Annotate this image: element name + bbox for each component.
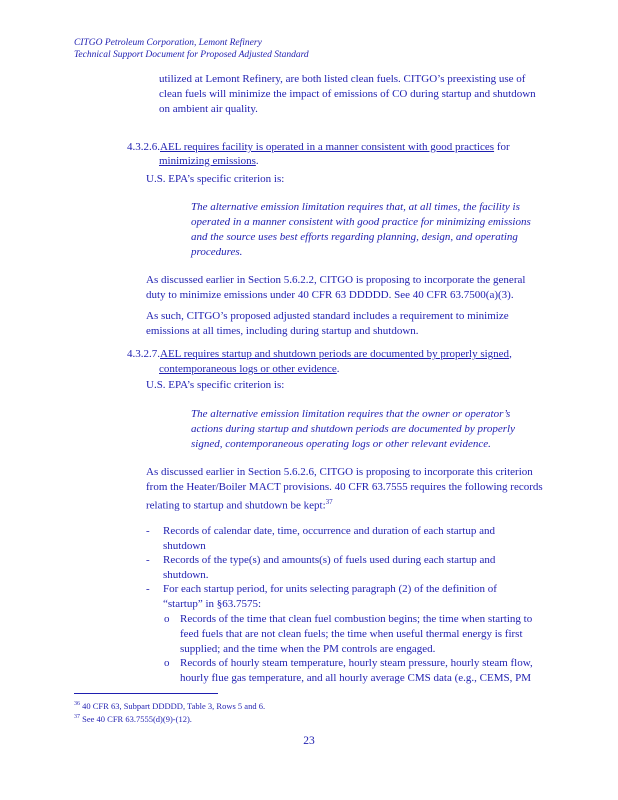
text-line: As such, CITGO’s proposed adjusted standard includes a requirement to minimize — [146, 310, 509, 322]
criterion-quote — [191, 407, 515, 452]
text-line: Records of calendar date, time, occurrence and duration of each startup and — [163, 525, 495, 537]
criterion-quote — [191, 200, 531, 260]
sub-list-marker: o — [164, 613, 170, 625]
text-line: shutdown — [163, 540, 206, 552]
text-line: “startup” in §63.7575: — [163, 598, 262, 610]
text-line: feed fuels that are not clean fuels; the time when useful thermal energy is first — [180, 628, 523, 640]
list-marker: - — [146, 525, 150, 537]
body-paragraph — [146, 465, 543, 514]
text-line: The alternative emission limitation requires that the owner or operator’s — [191, 408, 511, 420]
text-line: operated in a manner consistent with good practice for minimizing emissions — [191, 216, 531, 228]
body-paragraph — [146, 273, 525, 303]
criterion-lead: U.S. EPA’s specific criterion is: — [146, 173, 285, 185]
section-4-3-2-6-heading-cont — [159, 154, 259, 169]
text-line: As discussed earlier in Section 5.6.2.6, CITGO is proposing to incorporate this criterion — [146, 466, 533, 478]
text-line: emissions at all times, including during startup and shutdown. — [146, 325, 419, 337]
section-title-tail: . — [336, 363, 340, 375]
footnote-number: 36 — [74, 701, 80, 708]
text-line: shutdown. — [163, 569, 209, 581]
list-marker: - — [146, 554, 150, 566]
section-title-underlined: AEL requires startup and shutdown periods are documented by properly signed — [160, 348, 510, 360]
text-line: on ambient air quality. — [159, 103, 258, 115]
list-item — [146, 553, 495, 583]
text-line: Records of the time that clean fuel combustion begins; the time when starting to — [180, 613, 533, 625]
sub-list-marker: o — [164, 657, 170, 669]
section-4-3-2-7-heading — [127, 347, 512, 362]
section-number: 4.3.2.7. — [127, 348, 160, 360]
section-title-tail: . — [255, 155, 259, 167]
text-line: signed, contemporaneous operating logs or other relevant evidence. — [191, 438, 491, 450]
footnote-text: 40 CFR 63, Subpart DDDDD, Table 3, Rows 5 and 6. — [82, 701, 266, 711]
section-title-underlined: contemporaneous logs or other evidence — [159, 363, 337, 375]
section-title-tail: for — [494, 141, 510, 153]
list-item — [146, 524, 495, 554]
footnote-number: 37 — [74, 714, 80, 721]
text-line: clean fuels will minimize the impact of emissions of CO during startup and shutdown — [159, 88, 536, 100]
document-header-title: Technical Support Document for Proposed Adjusted Standard — [74, 50, 309, 60]
text-line: supplied; and the time when the PM controls are engaged. — [180, 643, 436, 655]
section-4-3-2-6-heading — [127, 140, 510, 155]
sub-list-item — [164, 656, 533, 686]
footnote-separator — [74, 693, 218, 694]
text-line: from the Heater/Boiler MACT provisions. 40 CFR 63.7555 requires the following records — [146, 481, 543, 493]
text-line: utilized at Lemont Refinery, are both listed clean fuels. CITGO’s preexisting use of — [159, 73, 526, 85]
text-line: As discussed earlier in Section 5.6.2.2, CITGO is proposing to incorporate the general — [146, 274, 526, 286]
body-paragraph — [146, 309, 509, 339]
section-title-tail: , — [509, 348, 512, 360]
text-line: hourly flue gas temperature, and all hourly average CMS data (e.g., CEMS, PM — [180, 672, 532, 684]
list-item — [146, 582, 497, 612]
sub-list-item — [164, 612, 532, 657]
section-4-3-2-7-heading-cont — [159, 362, 340, 377]
text-line: Records of the type(s) and amounts(s) of fuels used during each startup and — [163, 554, 496, 566]
list-marker: - — [146, 583, 150, 595]
document-header-company: CITGO Petroleum Corporation, Lemont Refinery — [74, 38, 262, 48]
text-line: For each startup period, for units selecting paragraph (2) of the definition of — [163, 583, 497, 595]
text-line: Records of hourly steam temperature, hourly steam pressure, hourly steam flow, — [180, 657, 533, 669]
footnote — [74, 701, 265, 711]
text-span: relating to startup and shutdown be kept: — [146, 499, 326, 512]
section-number: 4.3.2.6. — [127, 141, 160, 153]
footnote-text: See 40 CFR 63.7555(d)(9)-(12). — [82, 714, 192, 724]
text-line — [146, 495, 543, 514]
criterion-lead: U.S. EPA’s specific criterion is: — [146, 379, 285, 391]
footnote — [74, 714, 192, 724]
intro-paragraph — [159, 72, 536, 117]
page-number: 23 — [303, 735, 315, 747]
text-line: duty to minimize emissions under 40 CFR 63 DDDDD. See 40 CFR 63.7500(a)(3). — [146, 289, 514, 301]
section-title-underlined: AEL requires facility is operated in a manner consistent with good practices — [160, 141, 495, 153]
text-line: actions during startup and shutdown periods are documented by properly — [191, 423, 515, 435]
footnote-reference: 37 — [325, 498, 333, 506]
text-line: and the source uses best efforts regarding planning, design, and operating — [191, 231, 518, 243]
text-line: procedures. — [191, 246, 243, 258]
section-title-underlined: minimizing emissions — [159, 155, 256, 167]
text-line: The alternative emission limitation requires that, at all times, the facility is — [191, 201, 520, 213]
